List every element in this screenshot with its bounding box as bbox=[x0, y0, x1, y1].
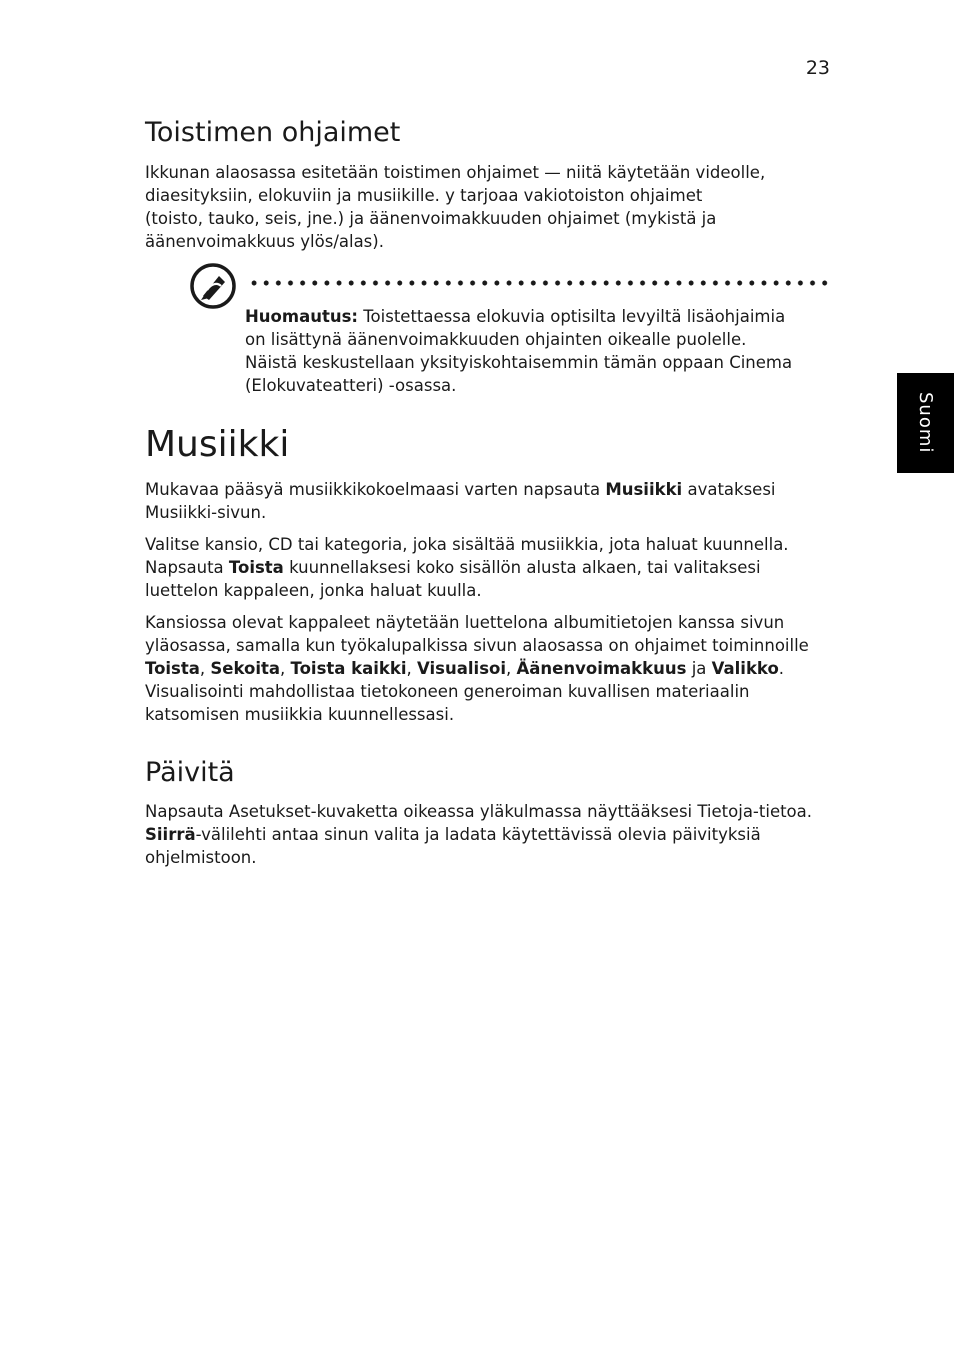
section-heading-music: Musiikki bbox=[145, 424, 290, 465]
body-line bbox=[145, 823, 835, 846]
page-number: 23 bbox=[805, 57, 830, 79]
text-span: kuunnellaksesi koko sisällön alusta alkaen, tai valitaksesi bbox=[283, 558, 761, 577]
language-tab-label: Suomi bbox=[915, 392, 936, 454]
body-line: äänenvoimakkuus ylös/alas). bbox=[145, 232, 384, 251]
note-dotted-rule bbox=[248, 280, 830, 286]
text-span: ja bbox=[686, 659, 712, 678]
update-paragraph bbox=[145, 800, 835, 869]
text-span: , bbox=[506, 659, 517, 678]
section-heading-player-controls: Toistimen ohjaimet bbox=[145, 117, 401, 148]
body-line: luettelon kappaleen, jonka haluat kuulla. bbox=[145, 581, 482, 600]
bold-term: Musiikki bbox=[605, 480, 683, 499]
body-line: yläosassa, samalla kun työkalupalkissa sivun alaosassa on ohjaimet toiminnoille bbox=[145, 636, 809, 655]
music-paragraph-3 bbox=[145, 611, 835, 726]
bold-term: Toista bbox=[228, 558, 284, 577]
text-span: , bbox=[199, 659, 211, 678]
body-line: Valitse kansio, CD tai kategoria, joka sisältää musiikkia, jota haluat kuunnella. bbox=[145, 535, 789, 554]
body-line: Ikkunan alaosassa esitetään toistimen ohjaimet — niitä käytetään videolle, bbox=[145, 163, 766, 182]
text-span: . bbox=[778, 659, 785, 678]
section-heading-update: Päivitä bbox=[145, 757, 235, 788]
bold-term: Siirrä bbox=[145, 825, 196, 844]
note-line: on lisättynä äänenvoimakkuuden ohjainten oikealle puolelle. bbox=[245, 330, 747, 349]
body-line bbox=[145, 478, 835, 501]
body-line: (toisto, tauko, seis, jne.) ja äänenvoimakkuuden ohjaimet (mykistä ja bbox=[145, 209, 717, 228]
body-line: Musiikki-sivun. bbox=[145, 503, 267, 522]
text-span: Napsauta bbox=[145, 558, 229, 577]
bold-term: Äänenvoimakkuus bbox=[516, 659, 687, 678]
bold-term: Valikko bbox=[711, 659, 779, 678]
language-tab bbox=[897, 373, 954, 473]
body-line: diaesityksiin, elokuviin ja musiikille. y tarjoaa vakiotoiston ohjaimet bbox=[145, 186, 703, 205]
bold-term: Toista kaikki bbox=[290, 659, 407, 678]
text-span: avataksesi bbox=[682, 480, 776, 499]
body-line: Kansiossa olevat kappaleet näytetään luettelona albumitietojen kanssa sivun bbox=[145, 613, 785, 632]
text-span: Mukavaa pääsyä musiikkikokoelmaasi varten napsauta bbox=[145, 480, 606, 499]
music-paragraph-1 bbox=[145, 478, 835, 524]
music-paragraph-2 bbox=[145, 533, 835, 602]
note-line bbox=[245, 305, 830, 328]
note-label: Huomautus: bbox=[245, 307, 359, 326]
text-span: , bbox=[280, 659, 291, 678]
body-line bbox=[145, 657, 835, 680]
body-line bbox=[145, 556, 835, 579]
bold-term: Visualisoi bbox=[417, 659, 507, 678]
note-line-rest: Toistettaessa elokuvia optisilta levyiltä lisäohjaimia bbox=[358, 307, 786, 326]
bold-term: Toista bbox=[145, 659, 200, 678]
section-body-player-controls bbox=[145, 161, 835, 253]
body-line: katsomisen musiikkia kuunnellessasi. bbox=[145, 705, 455, 724]
text-span: -välilehti antaa sinun valita ja ladata käytettävissä olevia päivityksiä bbox=[195, 825, 761, 844]
body-line: Visualisointi mahdollistaa tietokoneen generoiman kuvallisen materiaalin bbox=[145, 682, 750, 701]
bold-term: Sekoita bbox=[210, 659, 281, 678]
note-line: (Elokuvateatteri) -osassa. bbox=[245, 376, 457, 395]
body-line: Napsauta Asetukset-kuvaketta oikeassa yläkulmassa näyttääksesi Tietoja-tietoa. bbox=[145, 802, 813, 821]
note-pen-icon bbox=[189, 262, 237, 310]
note-line: Näistä keskustellaan yksityiskohtaisemmin tämän oppaan Cinema bbox=[245, 353, 793, 372]
body-line: ohjelmistoon. bbox=[145, 848, 257, 867]
text-span: , bbox=[406, 659, 418, 678]
note-text bbox=[245, 305, 830, 397]
